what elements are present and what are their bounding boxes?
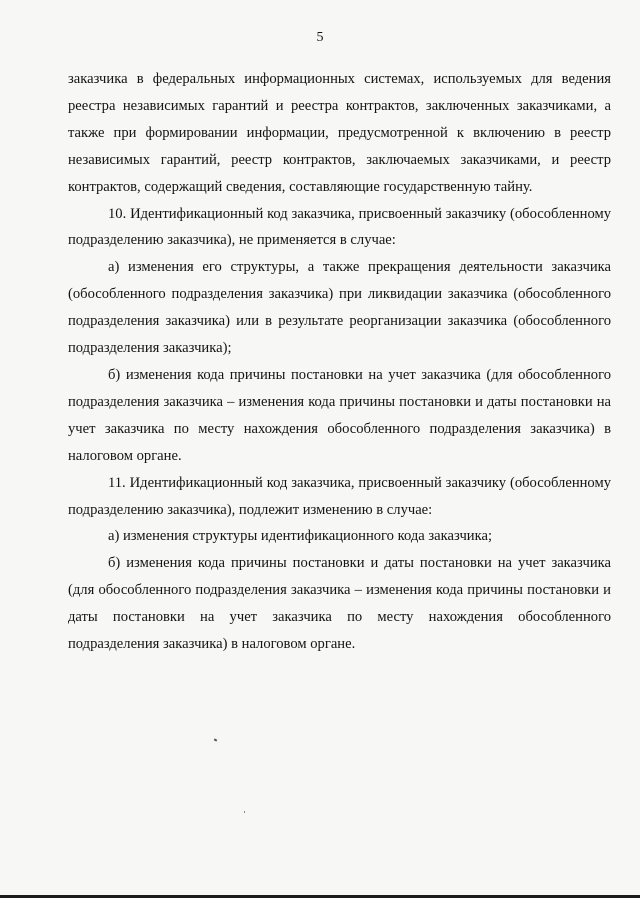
paragraph-item-10a: а) изменения его структуры, а также прекращения деятельности заказчика (обособленного подразделения заказчика) при ликвидации заказчика (обособленного подразделения заказчика) или в результате реорганизации заказчика (обособленного подразделения заказчика); bbox=[68, 259, 611, 357]
scan-speck bbox=[244, 811, 245, 813]
paragraph-item-10: 10. Идентификационный код заказчика, присвоенный заказчику (обособленному подразделению заказчика), не применяется в случае: bbox=[68, 205, 611, 249]
paragraph-item-10b: б) изменения кода причины постановки на учет заказчика (для обособленного подразделения заказчика – изменения кода причины постановки и даты постановки на учет заказчика по месту нахождения обособленного подразделения заказчика) в налоговом органе. bbox=[68, 366, 611, 464]
page-number: 5 bbox=[316, 30, 324, 45]
scan-mark bbox=[214, 738, 218, 741]
paragraph-item-11b: б) изменения кода причины постановки и даты постановки на учет заказчика (для обособленного подразделения заказчика – изменения кода причины постановки и даты постановки на учет заказчика по месту нахождения обособленного подразделения заказчика) в налоговом органе. bbox=[68, 555, 611, 653]
paragraph-continuation: заказчика в федеральных информационных системах, используемых для ведения реестра независимых гарантий и реестра контрактов, заключенных заказчиками, а также при формировании информации, предусмотренной к включению в реестр независимых гарантий, реестр контрактов, заключаемых заказчиками, и реестр контрактов, содержащий сведения, составляющие государственную тайну. bbox=[68, 71, 611, 195]
paragraph-item-11a: а) изменения структуры идентификационного кода заказчика; bbox=[108, 528, 493, 545]
paragraph-item-11: 11. Идентификационный код заказчика, присвоенный заказчику (обособленному подразделению заказчика), подлежит изменению в случае: bbox=[68, 474, 611, 518]
document-body bbox=[68, 66, 611, 658]
